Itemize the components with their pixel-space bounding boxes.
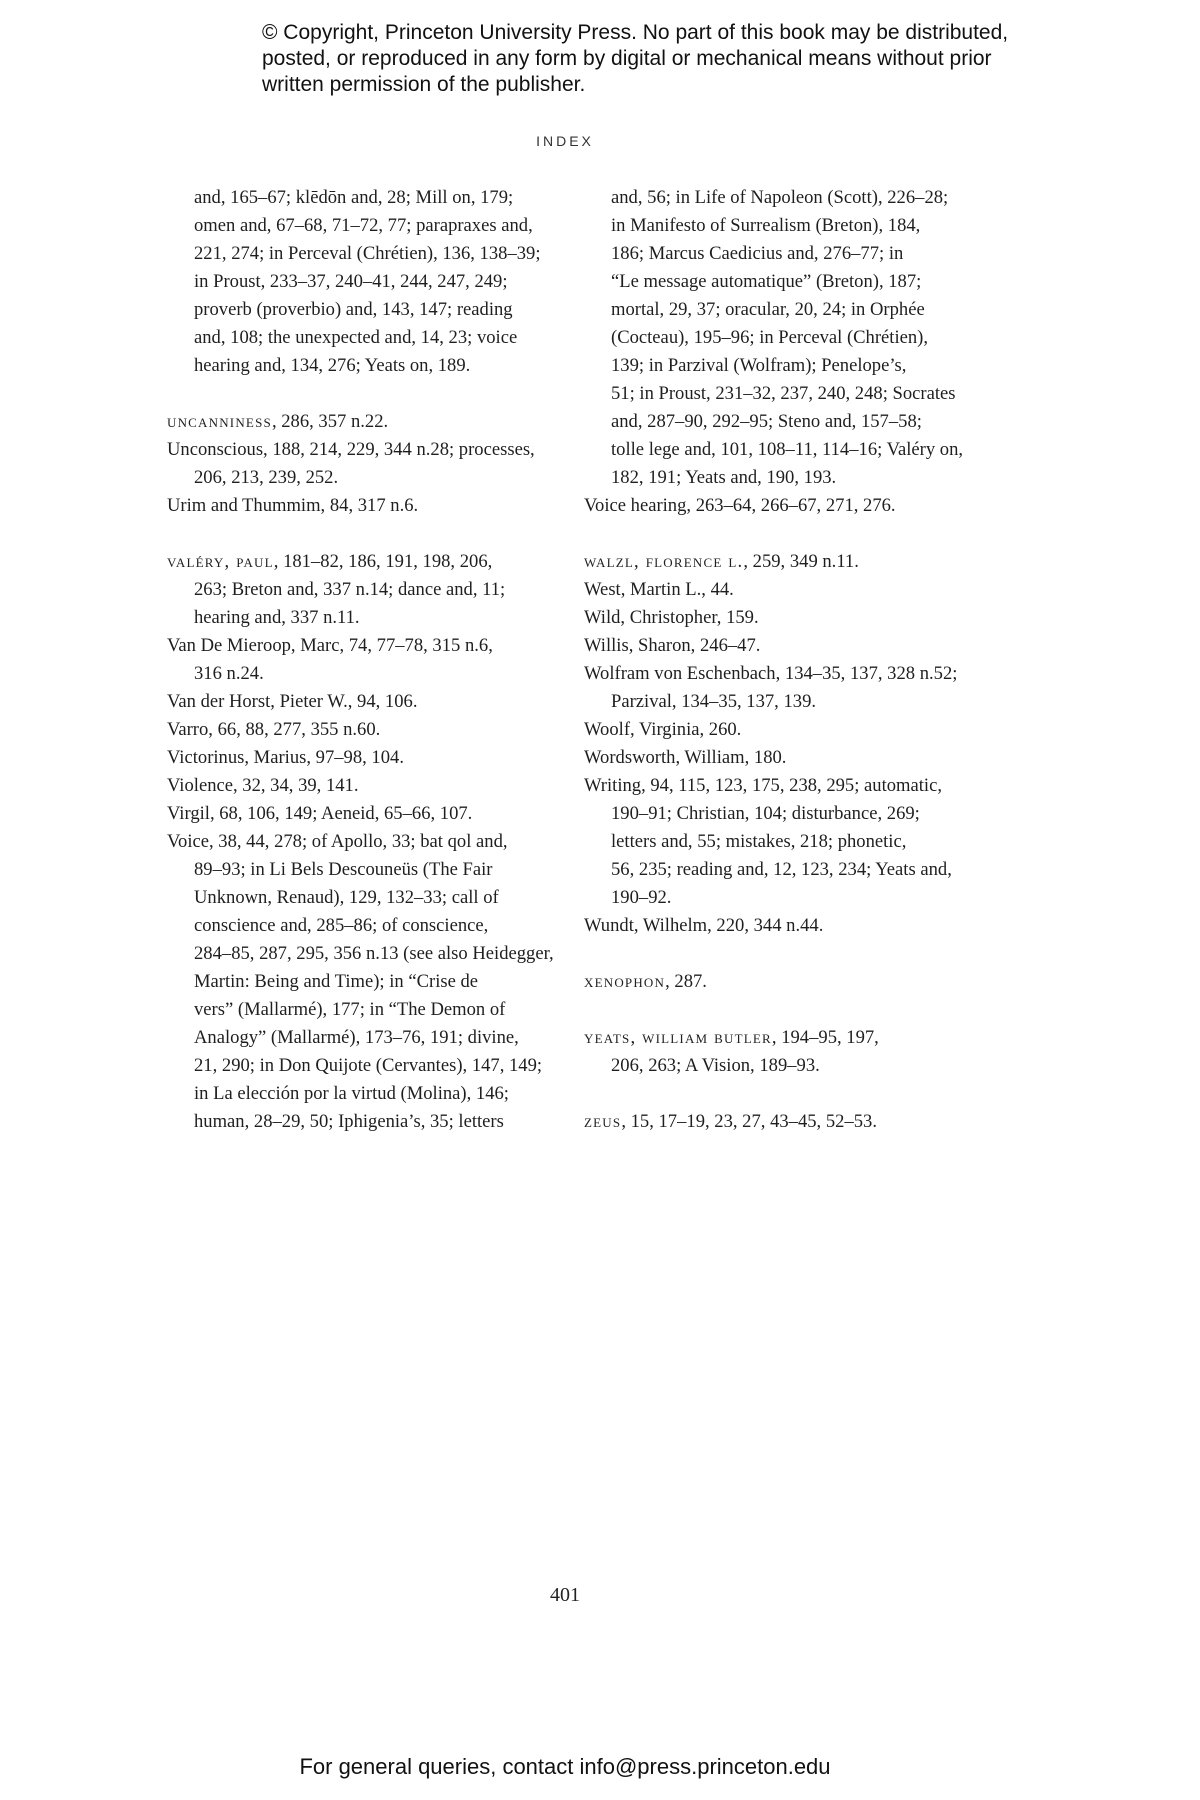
index-heading-walzl: walzl, florence l. — [584, 551, 744, 572]
index-heading-yeats: yeats, william butler — [584, 1027, 772, 1048]
copyright-notice: © Copyright, Princeton University Press. No part of this book may be distributed, posted, or reproduced in any form by digital or mechanical means without prior written permission of the publisher. — [262, 21, 1009, 96]
index-entry-violence: Violence, 32, 34, 39, 141. — [167, 775, 359, 796]
index-entry-woolf: Woolf, Virginia, 260. — [584, 719, 742, 740]
index-entry-wundt: Wundt, Wilhelm, 220, 344 n.44. — [584, 915, 824, 936]
index-locators: , 259, 349 n.11. — [743, 551, 859, 572]
index-entry-virgil: Virgil, 68, 106, 149; Aeneid, 65–66, 107. — [167, 803, 473, 824]
index-heading-zeus: zeus — [584, 1111, 622, 1132]
index-column-left — [167, 184, 555, 1136]
index-locators: , 181–82, 186, 191, 198, 206, 263; Breton and, 337 n.14; dance and, 11; hearing and, 337 n.11. — [194, 551, 506, 628]
index-heading-xenophon: xenophon — [584, 971, 666, 992]
index-entry-uncanniness — [167, 408, 555, 436]
index-entry-van-der-horst: Van der Horst, Pieter W., 94, 106. — [167, 691, 418, 712]
index-entry-unconscious: Unconscious, 188, 214, 229, 344 n.28; processes, 206, 213, 239, 252. — [167, 439, 535, 488]
index-locators: , 194–95, 197, 206, 263; A Vision, 189–93. — [611, 1027, 879, 1076]
index-entry-voice-continuation: and, 56; in Life of Napoleon (Scott), 226–28; in Manifesto of Surrealism (Breton), 184, 186; Marcus Caedicius and, 276–77; in “Le message automatique” (Breton), 187; mortal, 29, 37; oracular, 20, 24; in Orphée (Cocteau), 195–96; in Perceval (Chrétien), 139; in Parzival (Wolfram); Penelope’s, 51; in Proust, 231–32, 237, 240, 248; Socrates and, 287–90, 292–95; Steno and, 157–58; tolle lege and, 101, 108–11, 114–16; Valéry on, 182, 191; Yeats and, 190, 193. — [611, 187, 964, 488]
index-locators: , 286, 357 n.22. — [271, 411, 389, 432]
index-entry-west: West, Martin L., 44. — [584, 579, 734, 600]
index-entry-wolfram: Wolfram von Eschenbach, 134–35, 137, 328 n.52; Parzival, 134–35, 137, 139. — [584, 663, 958, 712]
index-entry-wordsworth: Wordsworth, William, 180. — [584, 747, 787, 768]
index-column-right — [584, 184, 972, 1136]
index-entry-van-de-mieroop: Van De Mieroop, Marc, 74, 77–78, 315 n.6, 316 n.24. — [167, 635, 493, 684]
index-entry-continuation: and, 165–67; klēdōn and, 28; Mill on, 179; omen and, 67–68, 71–72, 77; parapraxes and, 221, 274; in Perceval (Chrétien), 136, 138–39; in Proust, 233–37, 240–41, 244, 247, 249; proverb (proverbio) and, 143, 147; reading and, 108; the unexpected and, 14, 23; voice hearing and, 134, 276; Yeats on, 189. — [194, 187, 541, 376]
index-entry-valery — [167, 548, 555, 632]
index-heading-uncanniness: uncanniness — [167, 411, 272, 432]
page-number: 401 — [550, 1584, 580, 1606]
index-entry-voice-hearing: Voice hearing, 263–64, 266–67, 271, 276. — [584, 495, 896, 516]
index-entry-xenophon — [584, 968, 972, 996]
footer-contact: For general queries, contact info@press.princeton.edu — [299, 1754, 831, 1779]
index-locators: , 287. — [665, 971, 707, 992]
index-entry-willis: Willis, Sharon, 246–47. — [584, 635, 761, 656]
running-head: INDEX — [536, 133, 594, 149]
index-entry-yeats — [584, 1024, 972, 1080]
index-entry-victorinus: Victorinus, Marius, 97–98, 104. — [167, 747, 404, 768]
index-locators: , 15, 17–19, 23, 27, 43–45, 52–53. — [621, 1111, 877, 1132]
index-entry-wild: Wild, Christopher, 159. — [584, 607, 759, 628]
index-entry-urim: Urim and Thummim, 84, 317 n.6. — [167, 495, 419, 516]
index-entry-voice: Voice, 38, 44, 278; of Apollo, 33; bat qol and, 89–93; in Li Bels Descouneüs (The Fair Unknown, Renaud), 129, 132–33; call of conscience and, 285–86; of conscience, 284–85, 287, 295, 356 n.13 (see also Heidegger, Martin: Being and Time); in “Crise de vers” (Mallarmé), 177; in “The Demon of Analogy” (Mallarmé), 173–76, 191; divine, 21, 290; in Don Quijote (Cervantes), 147, 149; in La elección por la virtud (Molina), 146; human, 28–29, 50; Iphigenia’s, 35; letters — [167, 831, 554, 1132]
index-entry-writing: Writing, 94, 115, 123, 175, 238, 295; automatic, 190–91; Christian, 104; disturbance, 269; letters and, 55; mistakes, 218; phonetic, 56, 235; reading and, 12, 123, 234; Yeats and, 190–92. — [584, 775, 952, 908]
index-entry-zeus — [584, 1108, 972, 1136]
index-heading-valery: valéry, paul — [167, 551, 274, 572]
index-entry-varro: Varro, 66, 88, 277, 355 n.60. — [167, 719, 381, 740]
index-entry-walzl — [584, 548, 972, 576]
